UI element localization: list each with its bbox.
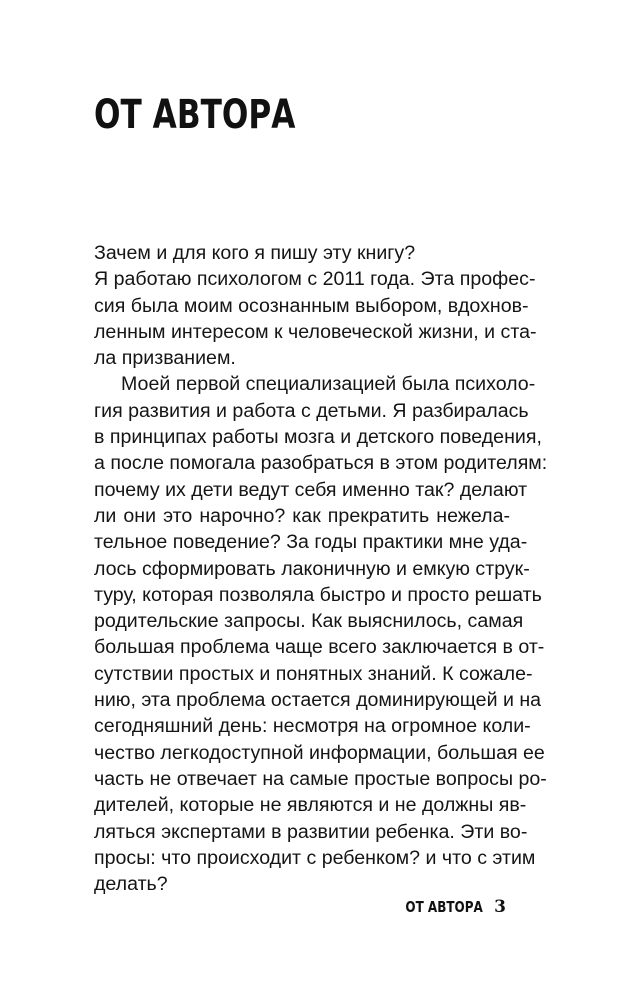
text-line: тельное поведение? За годы практики мне уда- <box>94 531 528 554</box>
text-line: сутствии простых и понятных знаний. К сожале- <box>94 662 533 685</box>
text-line: Я работаю психологом с 2011 года. Эта профес- <box>94 268 536 291</box>
text-line: чество легкодоступной информации, большая ее <box>94 741 545 764</box>
page-footer <box>0 896 506 917</box>
text-line: в принципах работы мозга и детского поведения, <box>94 426 542 449</box>
text-line: ли они это нарочно? как прекратить нежела- <box>94 504 510 527</box>
text-line: нию, эта проблема остается доминирующей и на <box>94 689 542 712</box>
running-head: ОТ АВТОРА <box>405 897 484 916</box>
text-line: дителей, которые не являются и не должны яв- <box>94 794 527 817</box>
text-line: почему их дети ведут себя именно так? делают <box>94 478 528 501</box>
text-line: родительские запросы. Как выяснилось, самая <box>94 610 524 633</box>
text-line: гия развития и работа с детьми. Я разбиралась <box>94 399 529 422</box>
page-number: 3 <box>494 896 506 917</box>
text-line: ла призванием. <box>94 347 236 370</box>
text-line: Моей первой специализацией была психоло- <box>121 373 536 396</box>
text-line: просы: что происходит с ребенком? и что с этим <box>94 846 536 869</box>
text-line: лось сформировать лаконичную и емкую струк- <box>94 557 530 580</box>
text-line: а после помогала разобраться в этом родителям: <box>94 452 548 475</box>
body-text <box>94 240 548 897</box>
text-line: ленным интересом к человеческой жизни, и ста- <box>94 320 537 343</box>
text-line: часть не отвечает на самые простые вопросы ро- <box>94 767 547 790</box>
text-line: туру, которая позволяла быстро и просто решать <box>94 583 542 606</box>
text-line: делать? <box>94 873 168 896</box>
text-line: ляться экспертами в развитии ребенка. Эти во- <box>94 820 528 843</box>
text-line: Зачем и для кого я пишу эту книгу? <box>94 242 416 264</box>
text-line: большая проблема чаще всего заключается в от- <box>94 636 545 659</box>
chapter-title: ОТ АВТОРА <box>94 92 296 138</box>
text-line: сегодняшний день: несмотря на огромное коли- <box>94 715 531 738</box>
text-line: сия была моим осознанным выбором, вдохнов- <box>94 294 529 317</box>
